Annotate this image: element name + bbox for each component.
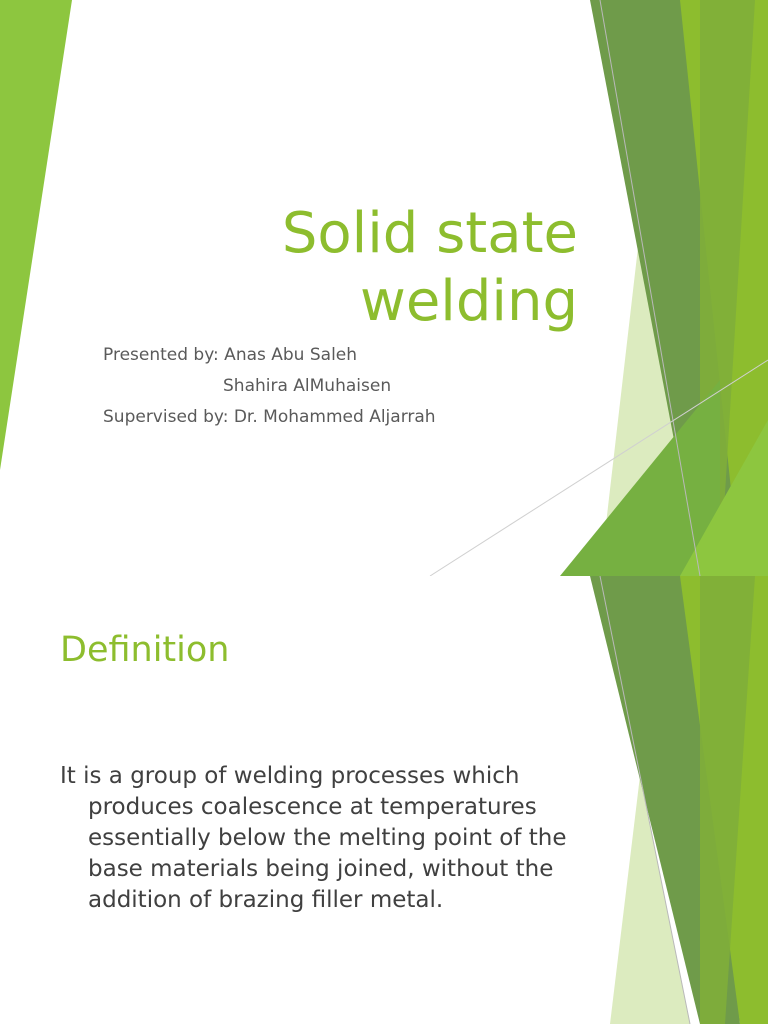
- definition-paragraph: It is a group of welding processes which produces coalescence at temperatures essentially below the melting point of the base materials being joined, without the addition of brazing filler metal.: [60, 763, 567, 913]
- presenter-info: [103, 340, 436, 433]
- title-line-1: Solid state: [281, 201, 578, 266]
- co-presenter-line: Shahira AlMuhaisen: [223, 376, 392, 396]
- presented-by-line: Presented by: Anas Abu Saleh: [103, 345, 358, 365]
- definition-body: [60, 761, 580, 916]
- definition-slide: [0, 576, 768, 1024]
- left-green-wedge: [0, 0, 72, 470]
- title-line-2: welding: [360, 269, 578, 334]
- presentation-title: [282, 200, 578, 336]
- supervised-by-line: Supervised by: Dr. Mohammed Aljarrah: [103, 407, 436, 427]
- definition-heading: Definition: [60, 630, 230, 670]
